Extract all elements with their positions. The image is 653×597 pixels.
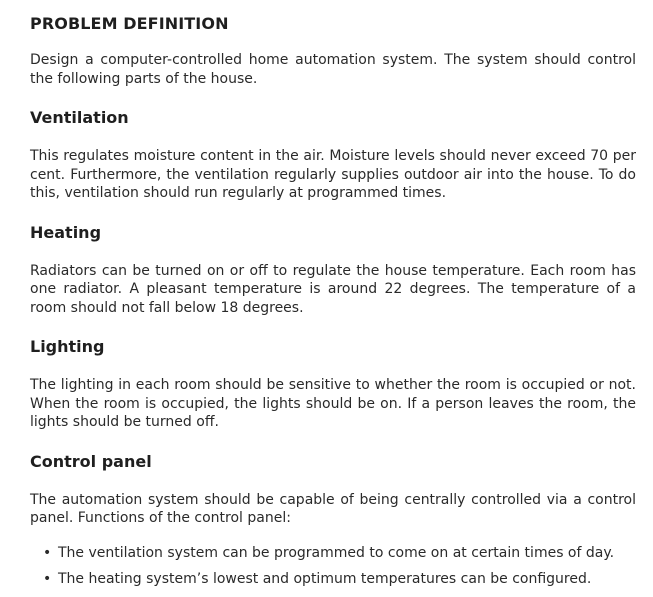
lighting-heading: Lighting — [30, 337, 105, 356]
list-item — [30, 570, 636, 589]
control-panel-functions-list — [30, 544, 636, 589]
heating-paragraph: Radiators can be turned on or off to regulate the house temperature. Each room has one radiator. A pleasant temperature is around 22 degrees. The temperature of a room should not fall below 18 degrees. — [30, 262, 636, 316]
document-page — [30, 13, 636, 597]
control-panel-paragraph: The automation system should be capable of being centrally controlled via a control panel. Functions of the control panel: — [30, 491, 636, 526]
ventilation-paragraph: This regulates moisture content in the air. Moisture levels should never exceed 70 per cent. Furthermore, the ventilation regularly supplies outdoor air into the house. To do this, ventilation should run regularly at programmed times. — [30, 148, 636, 201]
list-item — [30, 544, 636, 563]
list-item-text: The heating system’s lowest and optimum temperatures can be configured. — [58, 571, 592, 587]
page-title: PROBLEM DEFINITION — [30, 14, 229, 33]
bullet-icon: • — [43, 544, 52, 561]
heating-heading: Heating — [30, 222, 102, 242]
intro-paragraph: Design a computer-controlled home automation system. The system should control the following parts of the house. — [30, 52, 636, 87]
control-panel-heading: Control panel — [30, 451, 152, 471]
list-item-text: The ventilation system can be programmed to come on at certain times of day. — [58, 544, 615, 561]
bullet-icon: • — [43, 571, 52, 587]
lighting-paragraph: The lighting in each room should be sensitive to whether the room is occupied or not. When the room is occupied, the lights should be on. If a person leaves the room, the lights should be turned off. — [30, 377, 636, 430]
ventilation-heading: Ventilation — [30, 108, 129, 127]
